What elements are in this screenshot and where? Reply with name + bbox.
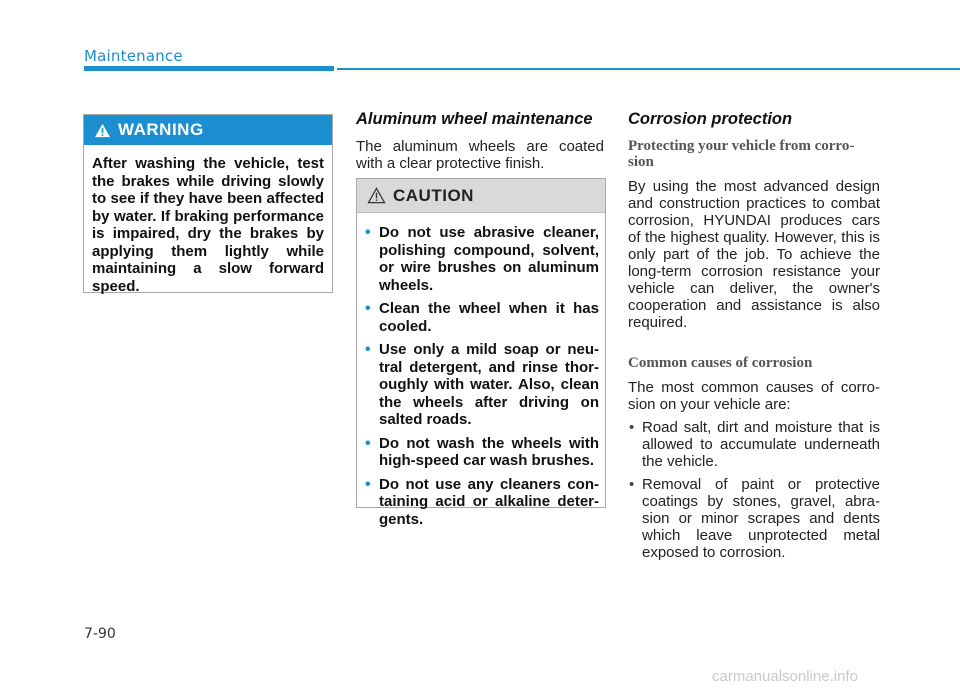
- warning-header: [84, 115, 332, 145]
- caution-header: [357, 179, 605, 213]
- corrosion-subheading-protecting: Protecting your vehicle from corro-sion: [628, 138, 855, 170]
- list-item: • Road salt, dirt and moisture that is allowed to accumulate underneath the vehicle.: [628, 419, 880, 470]
- aluminum-section: [356, 110, 604, 172]
- caution-item: • Do not use abrasive cleaner, polishing compound, solvent, or wire brushes on aluminum wheels.: [365, 224, 599, 294]
- warning-triangle-icon: [94, 123, 111, 138]
- corrosion-bullet-list: [628, 419, 880, 561]
- section-title: Maintenance: [84, 47, 183, 65]
- caution-item: • Do not wash the wheels with high-speed car wash brushes.: [365, 435, 599, 470]
- header-rule-thin: [337, 68, 960, 70]
- caution-item: • Use only a mild soap or neu-tral detergent, and rinse thor-oughly with water. Also, clean the wheels after driving on salted roads.: [365, 341, 599, 429]
- corrosion-heading: Corrosion protection: [628, 110, 793, 128]
- corrosion-paragraph-2: The most common causes of corro-sion on your vehicle are:: [628, 379, 880, 413]
- caution-box: [356, 178, 606, 528]
- warning-box: [83, 114, 333, 293]
- page-number: 7-90: [84, 626, 116, 642]
- watermark: carmanualsonline.info: [712, 668, 858, 685]
- warning-title: WARNING: [118, 120, 204, 139]
- corrosion-subheading-causes: Common causes of corrosion: [628, 355, 813, 371]
- caution-item: • Do not use any cleaners con-taining acid or alkaline deter-gents.: [365, 476, 599, 529]
- caution-title: CAUTION: [393, 185, 474, 205]
- caution-list: [357, 213, 605, 528]
- corrosion-section: [628, 110, 880, 567]
- header-rule-thick: [84, 66, 334, 71]
- aluminum-intro: The aluminum wheels are coated with a clear protective finish.: [356, 138, 604, 172]
- corrosion-paragraph-1: By using the most advanced design and construction practices to combat corrosion, HYUNDAI produces cars of the highest quality. However, this is only part of the job. To achieve the long-term corrosion resistance your vehicle can deliver, the owner's cooperation and assistance is also required.: [628, 178, 880, 331]
- caution-item: • Clean the wheel when it has cooled.: [365, 300, 599, 335]
- caution-triangle-icon: [367, 187, 386, 204]
- aluminum-heading: Aluminum wheel maintenance: [356, 110, 593, 128]
- list-item: • Removal of paint or protective coatings by stones, gravel, abra-sion or minor scrapes and dents which leave unprotected metal exposed to corrosion.: [628, 476, 880, 561]
- warning-text: After washing the vehicle, test the brakes while driving slowly to see if they have been affected by water. If braking performance is impaired, dry the brakes by applying them lightly while maintaining a slow forward speed.: [92, 155, 324, 295]
